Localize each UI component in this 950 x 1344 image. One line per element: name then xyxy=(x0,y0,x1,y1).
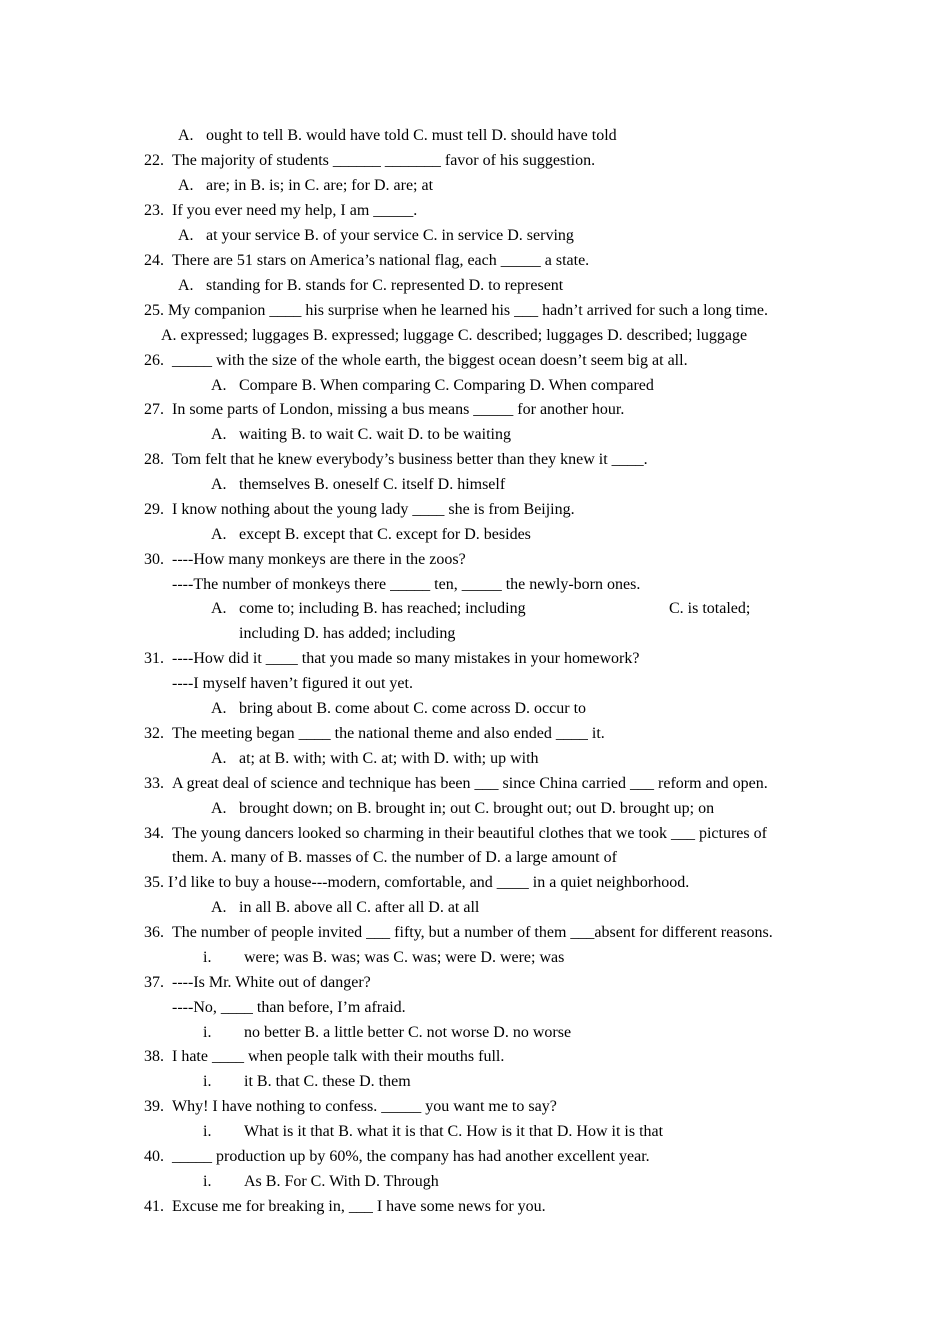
option-marker: A. xyxy=(211,600,227,617)
option-text: in all B. above all C. after all D. at all xyxy=(239,899,480,916)
question-27 xyxy=(144,400,625,420)
question-26 xyxy=(144,351,688,371)
option-marker: i. xyxy=(203,1073,212,1090)
option-marker: A. xyxy=(178,127,194,144)
option-line-28 xyxy=(211,475,506,495)
question-number: 24. xyxy=(144,252,164,269)
question-number: 32. xyxy=(144,725,164,742)
question-number: 33. xyxy=(144,775,164,792)
option-line-35 xyxy=(211,898,480,918)
question-number: 38. xyxy=(144,1048,164,1065)
question-37-line-2 xyxy=(172,998,406,1018)
question-number: 36. xyxy=(144,924,164,941)
option-text: ought to tell B. would have told C. must tell D. should have told xyxy=(206,127,617,144)
question-number: 31. xyxy=(144,650,164,667)
question-text: The meeting began ____ the national theme and also ended ____ it. xyxy=(172,725,605,742)
option-text: bring about B. come about C. come across D. occur to xyxy=(239,700,587,717)
option-marker: A. xyxy=(211,476,227,493)
question-number: 37. xyxy=(144,974,164,991)
option-text: waiting B. to wait C. wait D. to be waiting xyxy=(239,426,511,443)
question-text: ----I myself haven’t figured it out yet. xyxy=(172,675,413,692)
question-text: Tom felt that he knew everybody’s business better than they knew it ____. xyxy=(172,451,648,468)
question-text: ----How did it ____ that you made so many mistakes in your homework? xyxy=(172,650,640,667)
question-number: 30. xyxy=(144,551,164,568)
question-28 xyxy=(144,450,648,470)
option-line-36 xyxy=(203,948,565,968)
option-marker: A. xyxy=(178,227,194,244)
question-34-line-2 xyxy=(172,848,617,868)
question-33 xyxy=(144,774,768,794)
question-number: 41. xyxy=(144,1198,164,1215)
question-34 xyxy=(144,824,767,844)
question-text: The majority of students ______ _______ favor of his suggestion. xyxy=(172,152,596,169)
option-marker: A. xyxy=(211,526,227,543)
question-number: 23. xyxy=(144,202,164,219)
question-text: In some parts of London, missing a bus means _____ for another hour. xyxy=(172,401,625,418)
question-text: There are 51 stars on America’s national flag, each _____ a state. xyxy=(172,252,590,269)
question-38 xyxy=(144,1047,505,1067)
option-line-24 xyxy=(178,276,564,296)
question-22 xyxy=(144,151,596,171)
question-number: 39. xyxy=(144,1098,164,1115)
question-40 xyxy=(144,1147,650,1167)
option-text: including D. has added; including xyxy=(239,625,456,642)
option-marker: A. xyxy=(211,899,227,916)
option-line-30 xyxy=(211,599,751,619)
question-text: The number of people invited ___ fifty, but a number of them ___absent for different reasons. xyxy=(172,924,773,941)
option-line-25 xyxy=(161,326,747,346)
option-line-37 xyxy=(203,1023,572,1043)
question-31-line-2 xyxy=(172,674,413,694)
question-23 xyxy=(144,201,418,221)
option-marker: A. xyxy=(211,700,227,717)
option-text: come to; including B. has reached; including xyxy=(239,600,526,617)
question-41 xyxy=(144,1197,546,1217)
question-24 xyxy=(144,251,590,271)
question-30 xyxy=(144,550,466,570)
question-number: 40. xyxy=(144,1148,164,1165)
option-marker: i. xyxy=(203,1123,212,1140)
question-text: 35. I’d like to buy a house---modern, comfortable, and ____ in a quiet neighborhood. xyxy=(144,874,690,891)
option-text: except B. except that C. except for D. besides xyxy=(239,526,531,543)
option-text: it B. that C. these D. them xyxy=(244,1073,411,1090)
option-text: at your service B. of your service C. in service D. serving xyxy=(206,227,574,244)
option-line-31 xyxy=(211,699,587,719)
question-number: 29. xyxy=(144,501,164,518)
option-marker: i. xyxy=(203,949,212,966)
option-line-32 xyxy=(211,749,539,769)
option-text: What is it that B. what it is that C. How is it that D. How it is that xyxy=(244,1123,664,1140)
option-text: standing for B. stands for C. represented D. to represent xyxy=(206,277,564,294)
option-text: at; at B. with; with C. at; with D. with; up with xyxy=(239,750,539,767)
option-marker: A. xyxy=(211,426,227,443)
question-32 xyxy=(144,724,605,744)
question-number: 28. xyxy=(144,451,164,468)
option-marker: A. xyxy=(211,750,227,767)
question-text: Excuse me for breaking in, ___ I have some news for you. xyxy=(172,1198,546,1215)
question-text: ----How many monkeys are there in the zoos? xyxy=(172,551,466,568)
option-line-39 xyxy=(203,1122,664,1142)
option-marker: A. xyxy=(178,277,194,294)
question-text: them. A. many of B. masses of C. the number of D. a large amount of xyxy=(172,849,617,866)
option-line-29 xyxy=(211,525,531,545)
option-text: themselves B. oneself C. itself D. himself xyxy=(239,476,506,493)
question-number: 22. xyxy=(144,152,164,169)
question-text: ----No, ____ than before, I’m afraid. xyxy=(172,999,406,1016)
question-text: ----The number of monkeys there _____ ten, _____ the newly-born ones. xyxy=(172,576,641,593)
question-37 xyxy=(144,973,371,993)
option-line-23 xyxy=(178,226,574,246)
option-marker: A. xyxy=(178,177,194,194)
option-line-33 xyxy=(211,799,715,819)
option-text-extra: C. is totaled; xyxy=(669,600,751,617)
question-35 xyxy=(144,873,689,893)
option-marker: A. xyxy=(211,800,227,817)
question-text: ----Is Mr. White out of danger? xyxy=(172,974,371,991)
option-line-26 xyxy=(211,376,654,396)
question-39 xyxy=(144,1097,557,1117)
option-marker: i. xyxy=(203,1024,212,1041)
question-text: _____ with the size of the whole earth, the biggest ocean doesn’t seem big at all. xyxy=(172,352,688,369)
question-30-line-2 xyxy=(172,575,640,595)
option-line-22 xyxy=(178,176,434,196)
option-marker: A. xyxy=(211,377,227,394)
question-31 xyxy=(144,649,640,669)
option-text: As B. For C. With D. Through xyxy=(244,1173,439,1190)
option-line-21 xyxy=(178,126,617,146)
option-marker: i. xyxy=(203,1173,212,1190)
question-25 xyxy=(144,301,768,321)
question-number: 34. xyxy=(144,825,164,842)
question-text: The young dancers looked so charming in their beautiful clothes that we took ___ pictures of xyxy=(172,825,767,842)
option-text: were; was B. was; was C. was; were D. were; was xyxy=(244,949,565,966)
option-text: no better B. a little better C. not worse D. no worse xyxy=(244,1024,572,1041)
question-29 xyxy=(144,500,575,520)
question-36 xyxy=(144,923,773,943)
option-line-38 xyxy=(203,1072,411,1092)
question-text: Why! I have nothing to confess. _____ you want me to say? xyxy=(172,1098,557,1115)
question-text: A great deal of science and technique has been ___ since China carried ___ reform and open. xyxy=(172,775,768,792)
question-text: _____ production up by 60%, the company has had another excellent year. xyxy=(172,1148,650,1165)
option-line-30-cont xyxy=(239,624,455,644)
question-number: 27. xyxy=(144,401,164,418)
question-text: If you ever need my help, I am _____. xyxy=(172,202,418,219)
question-text: I hate ____ when people talk with their mouths full. xyxy=(172,1048,505,1065)
option-line-40 xyxy=(203,1172,439,1192)
option-line-27 xyxy=(211,425,511,445)
option-text: brought down; on B. brought in; out C. brought out; out D. brought up; on xyxy=(239,800,715,817)
question-text: I know nothing about the young lady ____ she is from Beijing. xyxy=(172,501,575,518)
option-text: are; in B. is; in C. are; for D. are; at xyxy=(206,177,434,194)
option-text: Compare B. When comparing C. Comparing D. When compared xyxy=(239,377,654,394)
option-text: A. expressed; luggages B. expressed; luggage C. described; luggages D. described; luggage xyxy=(161,327,748,344)
question-text: 25. My companion ____ his surprise when he learned his ___ hadn’t arrived for such a long time. xyxy=(144,302,769,319)
question-number: 26. xyxy=(144,352,164,369)
